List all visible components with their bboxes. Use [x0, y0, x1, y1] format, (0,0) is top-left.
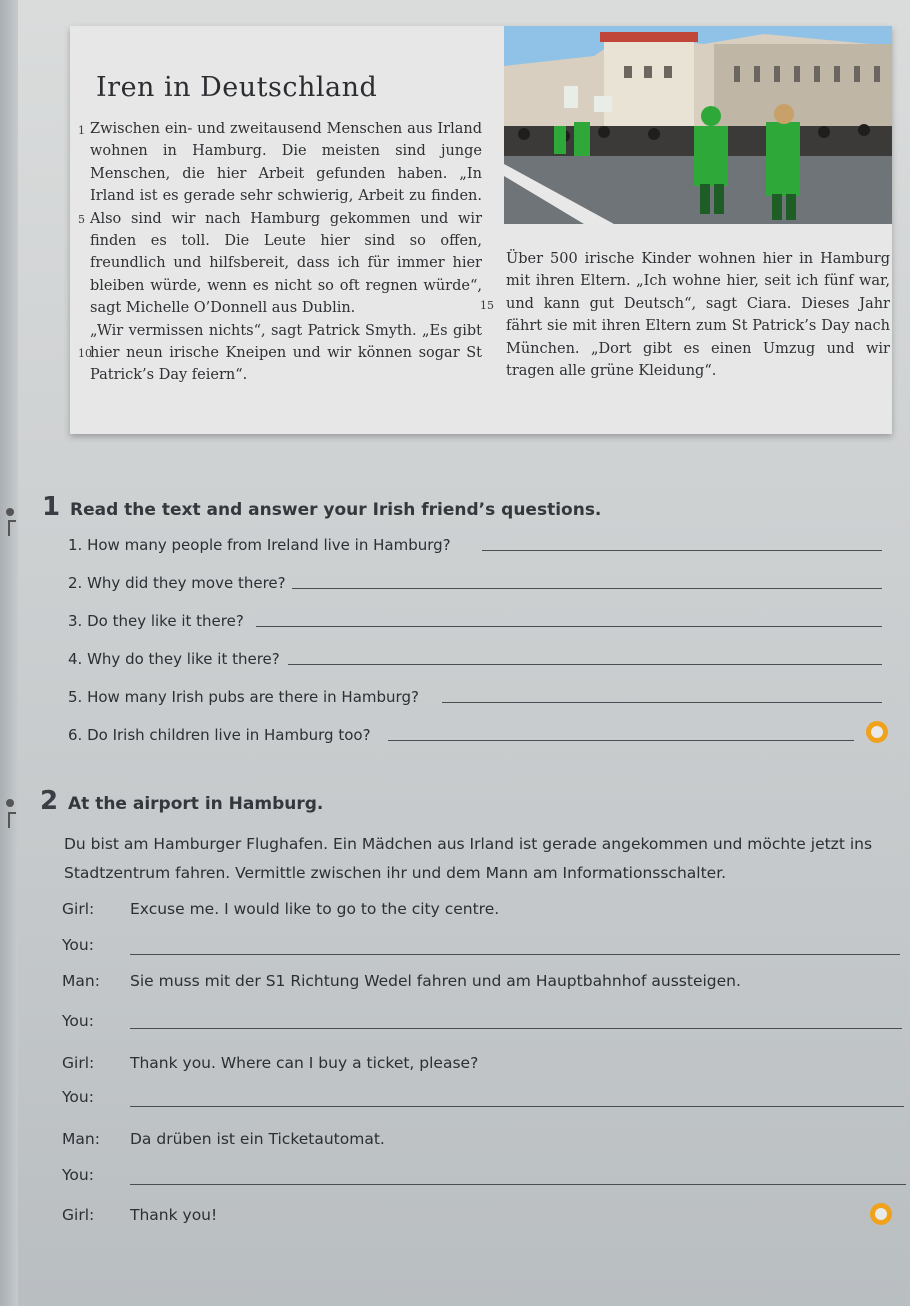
answer-line-4[interactable] — [288, 664, 882, 665]
exercise-1-title: Read the text and answer your Irish friend’s questions. — [70, 500, 602, 520]
article-left-column — [78, 118, 482, 387]
answer-line-6[interactable] — [388, 740, 854, 741]
answer-line-you-4[interactable] — [130, 1184, 906, 1185]
margin-bracket — [8, 812, 16, 828]
page-edge — [0, 0, 18, 1306]
line-number-5: 5 — [78, 213, 85, 226]
orange-ring-badge — [866, 721, 888, 743]
answer-line-2[interactable] — [292, 588, 882, 589]
dialogue-line: Excuse me. I would like to go to the city centre. — [130, 900, 500, 918]
article-box — [70, 26, 892, 434]
exercise-2-title: At the airport in Hamburg. — [68, 794, 324, 814]
article-paragraph-3: Über 500 irische Kinder wohnen hier in Hamburg mit ihren Eltern. „Ich wohne hier, seit ich fünf war, und kann gut Deutsch“, sagt Ciara. Dieses Jahr fährt sie mit ihren Eltern zum St Patrick’s Day nach München. „Dort gibt es einen Umzug und wir tragen alle grüne Kleidung“. — [506, 251, 890, 380]
speaker-label: You: — [62, 1166, 94, 1184]
speaker-label: Man: — [62, 1130, 100, 1148]
dialogue-line: Thank you. Where can I buy a ticket, please? — [130, 1054, 479, 1072]
question-4: 4. Why do they like it there? — [68, 650, 280, 668]
answer-line-you-2[interactable] — [130, 1028, 902, 1029]
exercise-2-intro: Du bist am Hamburger Flughafen. Ein Mädchen aus Irland ist gerade angekommen und möchte jetzt ins Stadtzentrum fahren. Vermittle zwischen ihr und dem Mann am Informationsschalter. — [64, 835, 873, 882]
speaker-label: Man: — [62, 972, 100, 990]
margin-dot — [6, 508, 14, 516]
answer-line-1[interactable] — [482, 550, 882, 551]
exercise-1-number: 1 — [42, 492, 61, 522]
orange-ring-badge — [870, 1203, 892, 1225]
question-1: 1. How many people from Ireland live in Hamburg? — [68, 536, 451, 554]
article-title: Iren in Deutschland — [96, 72, 378, 103]
speaker-label: You: — [62, 1088, 94, 1106]
question-6: 6. Do Irish children live in Hamburg too? — [68, 726, 371, 744]
speaker-label: Girl: — [62, 1054, 95, 1072]
speaker-label: You: — [62, 936, 94, 954]
margin-bracket — [8, 520, 16, 536]
exercise-2-number: 2 — [40, 786, 59, 816]
question-5: 5. How many Irish pubs are there in Hamburg? — [68, 688, 419, 706]
margin-dot — [6, 799, 14, 807]
dialogue-line: Da drüben ist ein Ticketautomat. — [130, 1130, 385, 1148]
answer-line-3[interactable] — [256, 626, 882, 627]
article-right-column — [480, 248, 890, 382]
answer-line-5[interactable] — [442, 702, 882, 703]
dialogue-line: Sie muss mit der S1 Richtung Wedel fahren und am Hauptbahnhof aussteigen. — [130, 972, 741, 990]
article-paragraph-2: „Wir vermissen nichts“, sagt Patrick Smyth. „Es gibt hier neun irische Kneipen und wir können sogar St Patrick’s Day feiern“. — [90, 322, 482, 384]
question-3: 3. Do they like it there? — [68, 612, 244, 630]
question-2: 2. Why did they move there? — [68, 574, 286, 592]
line-number-10: 10 — [78, 347, 92, 360]
line-number-15: 15 — [480, 299, 494, 312]
article-paragraph-1: Zwischen ein- und zweitausend Menschen aus Irland wohnen in Hamburg. Die meisten sind junge Menschen, die hier Arbeit gefunden haben. „In Irland ist es gerade sehr schwierig, Arbeit zu finden. Also sind wir nach Hamburg gekommen und wir finden es toll. Die Leute hier sind so offen, freundlich und hilfsbereit, dass ich für immer hier bleiben würde, wenn es nicht so oft regnen würde“, sagt Michelle O’Donnell aus Dublin. — [90, 121, 482, 317]
speaker-label: Girl: — [62, 1206, 95, 1224]
speaker-label: You: — [62, 1012, 94, 1030]
dialogue-line: Thank you! — [130, 1206, 218, 1224]
parade-photo — [504, 26, 892, 224]
answer-line-you-3[interactable] — [130, 1106, 904, 1107]
line-number-1: 1 — [78, 124, 85, 137]
answer-line-you-1[interactable] — [130, 954, 900, 955]
speaker-label: Girl: — [62, 900, 95, 918]
